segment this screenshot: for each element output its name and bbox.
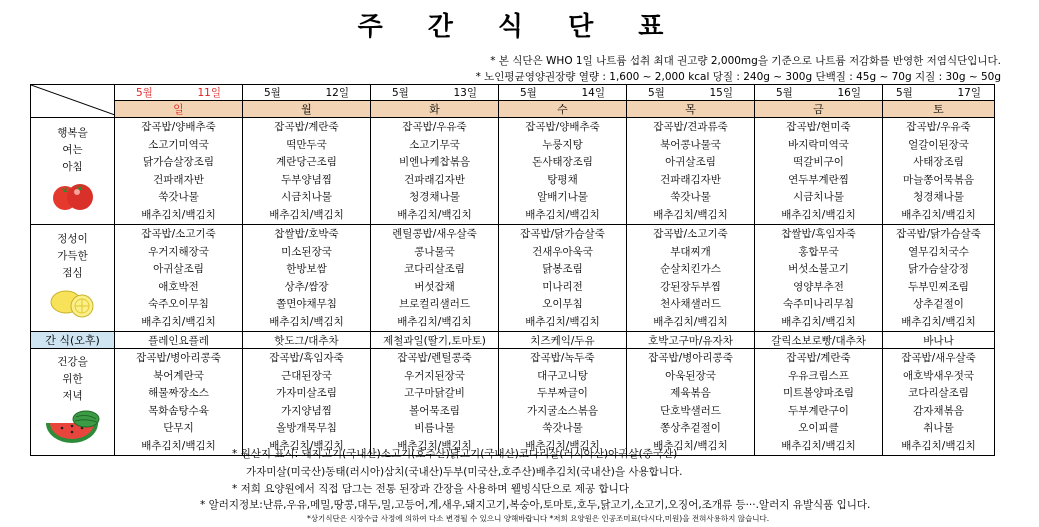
lunch-menu-cell: [371, 225, 499, 332]
menu-item: 잡곡밥/새우살죽: [901, 352, 976, 364]
menu-item: 브로컬리샐러드: [398, 298, 470, 310]
menu-item: 아욱된장국: [665, 369, 716, 382]
breakfast-menu-cell: [371, 118, 499, 225]
day-row: [31, 101, 995, 118]
snack-label: 간 식(오후): [31, 332, 115, 349]
menu-item: 잡곡밥/녹두죽: [530, 352, 595, 364]
menu-item: 바지락미역국: [788, 138, 849, 151]
menu-item: 건새우아욱국: [532, 245, 593, 258]
origin-note: * 원산지 표시: 돼지고기(국내산)소고기(호주산)닭고기(국내산)코다리살(러시아산)아귀살(중국산): [232, 448, 678, 460]
menu-item: 미트볼양파조림: [782, 387, 854, 399]
dinner-menu-cell: [499, 349, 627, 456]
menu-item: 시금치나물: [793, 191, 844, 203]
day-of-week-cell: 일: [115, 101, 243, 118]
day-of-week-cell: 수: [499, 101, 627, 118]
menu-item: 우거지된장국: [404, 369, 465, 382]
breakfast-label: [31, 118, 115, 225]
day-of-week-cell: 목: [627, 101, 755, 118]
breakfast-row: [31, 118, 995, 225]
lunch-label: [31, 225, 115, 332]
menu-item: 시금치나물: [281, 191, 332, 203]
menu-item: 배추김치/백김치: [781, 439, 856, 452]
menu-item: 배추김치/백김치: [269, 439, 344, 452]
lunch-label-line: 가득한: [57, 249, 88, 262]
menu-item: 배추김치/백김치: [653, 315, 728, 328]
menu-item: 잡곡밥/우유죽: [906, 121, 971, 133]
menu-item: 배추김치/백김치: [653, 208, 728, 221]
menu-item: 가지양념찜: [281, 404, 332, 417]
menu-item: 두부짜글이: [537, 387, 588, 399]
menu-item: 아귀살조림: [665, 156, 716, 168]
disclaimer-note: *상기식단은 시장수급 사정에 의하여 다소 변경될 수 있으니 양해바랍니다 *저희 요양원은 인공조미료(다시다,미원)을 전혀사용하지 않습니다.: [307, 514, 770, 523]
breakfast-label-line: 아침: [62, 160, 83, 173]
snack-cell: 호박고구마/유자차: [627, 332, 755, 349]
date-day: 16일: [837, 87, 861, 99]
tomato-icon: [47, 180, 99, 212]
menu-item: 잡곡밥/소고기죽: [653, 228, 728, 240]
dinner-label-line: 건강을: [57, 355, 88, 368]
breakfast-menu-cell: [883, 118, 995, 225]
menu-item: 쑥갓나물: [670, 191, 711, 203]
date-cell: [883, 85, 995, 101]
menu-item: 해물짜장소스: [148, 387, 209, 399]
menu-item: 올방개묵무침: [276, 422, 337, 434]
menu-item: 배추김치/백김치: [525, 439, 600, 452]
menu-item: 두부민찌조림: [908, 280, 969, 293]
date-day: 11일: [197, 87, 221, 99]
menu-item: 오이무침: [542, 298, 583, 310]
menu-item: 배추김치/백김치: [781, 208, 856, 221]
menu-item: 영양부추전: [793, 280, 844, 293]
menu-item: 알배기나물: [537, 191, 588, 203]
menu-item: 북어콩나물국: [660, 138, 721, 151]
menu-item: 미소된장국: [281, 245, 332, 258]
menu-item: 버섯소불고기: [788, 263, 849, 275]
breakfast-menu-cell: [627, 118, 755, 225]
date-month: 5월: [264, 87, 281, 99]
menu-item: 상추/쌈장: [284, 280, 329, 293]
menu-item: 배추김치/백김치: [269, 315, 344, 328]
breakfast-menu-cell: [243, 118, 371, 225]
menu-item: 코다리살조림: [908, 387, 969, 399]
menu-item: 배추김치/백김치: [141, 208, 216, 221]
menu-item: 북어계란국: [153, 369, 204, 382]
menu-item: 배추김치/백김치: [901, 208, 976, 221]
menu-item: 배추김치/백김치: [141, 315, 216, 328]
menu-item: 배추김치/백김치: [653, 439, 728, 452]
origin-note-continued: 가자미살(미국산)동태(러시아)삼치(국내산)두부(미국산,호주산)배추김치(국내산)을 사용합니다.: [246, 466, 683, 478]
lunch-row: [31, 225, 995, 332]
menu-item: 소고기미역국: [148, 138, 209, 151]
menu-item: 쫄면야채무침: [276, 298, 337, 310]
dinner-menu-cell: [755, 349, 883, 456]
dinner-label: [31, 349, 115, 456]
menu-item: 고구마닭갈비: [404, 387, 465, 399]
menu-item: 순살치킨가스: [660, 263, 721, 275]
menu-item: 청경채나물: [913, 191, 964, 203]
date-cell: [499, 85, 627, 101]
menu-item: 비엔나케찹볶음: [398, 156, 470, 168]
date-month: 5월: [776, 87, 793, 99]
date-cell: [115, 85, 243, 101]
date-day: 14일: [581, 87, 605, 99]
snack-cell: 핫도그/대추차: [243, 332, 371, 349]
menu-item: 애호박전: [158, 280, 199, 293]
menu-item: 콩나물국: [414, 245, 455, 258]
menu-item: 잡곡밥/양배추죽: [525, 121, 600, 133]
menu-item: 천사채샐러드: [660, 298, 721, 310]
snack-cell: 치즈케익/두유: [499, 332, 627, 349]
weekly-menu-table: [30, 84, 995, 456]
day-of-week-cell: 토: [883, 101, 995, 118]
menu-item: 잡곡밥/계란죽: [786, 352, 851, 364]
lunch-menu-cell: [627, 225, 755, 332]
menu-item: 잡곡밥/닭가슴살죽: [896, 228, 981, 240]
menu-item: 계란당근조림: [276, 156, 337, 168]
snack-cell: 바나나: [883, 332, 995, 349]
menu-item: 배추김치/백김치: [525, 208, 600, 221]
menu-item: 떡만두국: [286, 138, 327, 151]
snack-cell: 플레인요플레: [115, 332, 243, 349]
menu-item: 숙주미나리무침: [782, 298, 854, 310]
date-day: 15일: [709, 87, 733, 99]
menu-item: 소고기무국: [409, 138, 460, 151]
menu-item: 배추김치/백김치: [901, 439, 976, 452]
diagonal-line: [31, 85, 115, 115]
menu-item: 단무지: [163, 422, 194, 434]
menu-item: 감자채볶음: [913, 404, 964, 417]
date-cell: [243, 85, 371, 101]
menu-item: 잡곡밥/견과류죽: [653, 121, 728, 133]
menu-item: 닭가슴살강정: [908, 263, 969, 275]
lunch-label-line: 점심: [62, 266, 83, 279]
menu-item: 잡곡밥/병아리콩죽: [648, 352, 733, 364]
corner-cell: [31, 85, 115, 118]
sodium-note: * 본 식단은 WHO 1일 나트륨 섭취 최대 권고량 2,000mg을 기준으로 나트륨 저감화를 반영한 저염식단입니다.: [490, 55, 1001, 67]
menu-item: 쫑상추겉절이: [660, 422, 721, 434]
menu-item: 잡곡밥/우유죽: [402, 121, 467, 133]
menu-item: 볼어묵조림: [409, 404, 460, 417]
day-of-week-cell: 화: [371, 101, 499, 118]
menu-item: 잡곡밥/양배추죽: [141, 121, 216, 133]
date-day: 13일: [453, 87, 477, 99]
menu-item: 렌틸콩밥/새우살죽: [392, 228, 477, 240]
menu-item: 단호박샐러드: [660, 404, 721, 417]
date-month: 5월: [520, 87, 537, 99]
menu-item: 두부양념찜: [281, 173, 332, 186]
menu-item: 우거지해장국: [148, 245, 209, 258]
sauce-note: * 저희 요양원에서 직접 담그는 전통 된장과 간장을 사용하며 웰빙식단으로 제공 합니다: [232, 483, 629, 495]
menu-item: 취나물: [923, 422, 954, 434]
menu-item: 제육볶음: [670, 387, 711, 399]
menu-item: 마늘쫑어묵볶음: [902, 173, 974, 186]
menu-item: 버섯잡채: [414, 280, 455, 293]
date-cell: [627, 85, 755, 101]
dinner-label-line: 위한: [62, 372, 83, 385]
menu-item: 미나리전: [542, 280, 583, 293]
date-month: 5월: [136, 87, 153, 99]
date-row: [31, 85, 995, 101]
menu-item: 애호박새우젓국: [902, 369, 974, 382]
watermelon-icon: [44, 409, 102, 445]
menu-item: 한방보쌈: [286, 263, 327, 275]
snack-row: [31, 332, 995, 349]
menu-item: 찹쌀밥/호박죽: [274, 228, 339, 240]
date-day: 17일: [957, 87, 981, 99]
menu-item: 배추김치/백김치: [397, 208, 472, 221]
date-cell: [755, 85, 883, 101]
menu-item: 쑥갓나물: [158, 191, 199, 203]
menu-item: 아귀살조림: [153, 263, 204, 275]
menu-item: 잡곡밥/흑임자죽: [269, 352, 344, 364]
menu-item: 우유크림스프: [788, 369, 849, 382]
menu-item: 건파래김자반: [404, 173, 465, 186]
lunch-label-line: 정성이: [57, 232, 88, 245]
menu-item: 가자미살조림: [276, 387, 337, 399]
menu-item: 숙주오이무침: [148, 298, 209, 310]
menu-item: 닭가슴살장조림: [142, 156, 214, 168]
dinner-label-line: 저녁: [62, 389, 83, 402]
breakfast-menu-cell: [755, 118, 883, 225]
menu-item: 홍합무국: [798, 245, 839, 258]
menu-item: 얼갈이된장국: [908, 138, 969, 151]
breakfast-label-line: 행복을: [57, 126, 88, 139]
menu-item: 배추김치/백김치: [397, 439, 472, 452]
dinner-menu-cell: [243, 349, 371, 456]
dinner-menu-cell: [883, 349, 995, 456]
menu-item: 배추김치/백김치: [525, 315, 600, 328]
dinner-row: [31, 349, 995, 456]
day-of-week-cell: 월: [243, 101, 371, 118]
dinner-menu-cell: [371, 349, 499, 456]
page-title: 주 간 식 단 표: [357, 12, 682, 42]
date-cell: [371, 85, 499, 101]
menu-item: 강된장두부찜: [660, 280, 721, 293]
day-of-week-cell: 금: [755, 101, 883, 118]
menu-item: 잡곡밥/닭가슴살죽: [520, 228, 605, 240]
breakfast-menu-cell: [499, 118, 627, 225]
menu-item: 잡곡밥/소고기죽: [141, 228, 216, 240]
menu-item: 청경채나물: [409, 191, 460, 203]
date-month: 5월: [392, 87, 409, 99]
menu-item: 대구고니탕: [537, 369, 588, 382]
menu-item: 잡곡밥/계란죽: [274, 121, 339, 133]
menu-item: 배추김치/백김치: [269, 208, 344, 221]
menu-item: 가지굴소스볶음: [526, 404, 598, 417]
menu-item: 연두부계란찜: [788, 173, 849, 186]
breakfast-label-line: 여는: [62, 143, 83, 156]
nutrition-note: * 노인평균영양권장량 열량 : 1,600 ~ 2,000 kcal 당질 : 240g ~ 300g 단백질 : 45g ~ 70g 지질 : 30g ~ 50g: [475, 71, 1001, 83]
menu-item: 사태장조림: [913, 156, 964, 168]
lunch-menu-cell: [499, 225, 627, 332]
menu-item: 잡곡밥/렌틸콩죽: [397, 352, 472, 364]
menu-item: 열무김치국수: [908, 245, 969, 258]
menu-item: 코다리살조림: [404, 263, 465, 275]
menu-item: 잡곡밥/현미죽: [786, 121, 851, 133]
menu-item: 비름나물: [414, 422, 455, 434]
snack-cell: 갈릭소보로빵/대추차: [755, 332, 883, 349]
menu-item: 떡갈비구이: [793, 156, 844, 168]
menu-item: 오이피클: [798, 422, 839, 434]
menu-item: 건파래김자반: [660, 173, 721, 186]
menu-item: 근대된장국: [281, 369, 332, 382]
allergy-note: * 알러지정보:난류,우유,메밀,땅콩,대두,밀,고등어,게,새우,돼지고기,복숭아,토마토,호두,닭고기,소고기,오징어,조개류 등···.알러지 유발식품 입니다.: [200, 499, 871, 511]
menu-item: 누룽지탕: [542, 138, 583, 151]
menu-item: 배추김치/백김치: [781, 315, 856, 328]
dinner-menu-cell: [115, 349, 243, 456]
menu-item: 돈사태장조림: [532, 156, 593, 168]
menu-item: 부대찌개: [670, 245, 711, 258]
menu-item: 상추겉절이: [913, 298, 964, 310]
date-month: 5월: [648, 87, 665, 99]
menu-item: 찹쌀밥/흑임자죽: [781, 228, 856, 240]
menu-item: 닭봉조림: [542, 263, 583, 275]
date-month: 5월: [896, 87, 913, 99]
lunch-menu-cell: [115, 225, 243, 332]
menu-item: 탕평채: [547, 173, 578, 186]
breakfast-menu-cell: [115, 118, 243, 225]
lunch-menu-cell: [883, 225, 995, 332]
menu-item: 쑥갓나물: [542, 422, 583, 434]
menu-item: 배추김치/백김치: [901, 315, 976, 328]
dinner-menu-cell: [627, 349, 755, 456]
menu-item: 배추김치/백김치: [397, 315, 472, 328]
date-day: 12일: [325, 87, 349, 99]
menu-item: 배추김치/백김치: [141, 439, 216, 452]
menu-item: 두부계란구이: [788, 404, 849, 417]
menu-item: 잡곡밥/병아리콩죽: [136, 352, 221, 364]
menu-item: 목화솜탕수육: [148, 404, 209, 417]
lunch-menu-cell: [243, 225, 371, 332]
snack-cell: 제철과일(딸기,토마토): [371, 332, 499, 349]
lemon-icon: [47, 286, 99, 320]
menu-item: 건파래자반: [153, 173, 204, 186]
lunch-menu-cell: [755, 225, 883, 332]
